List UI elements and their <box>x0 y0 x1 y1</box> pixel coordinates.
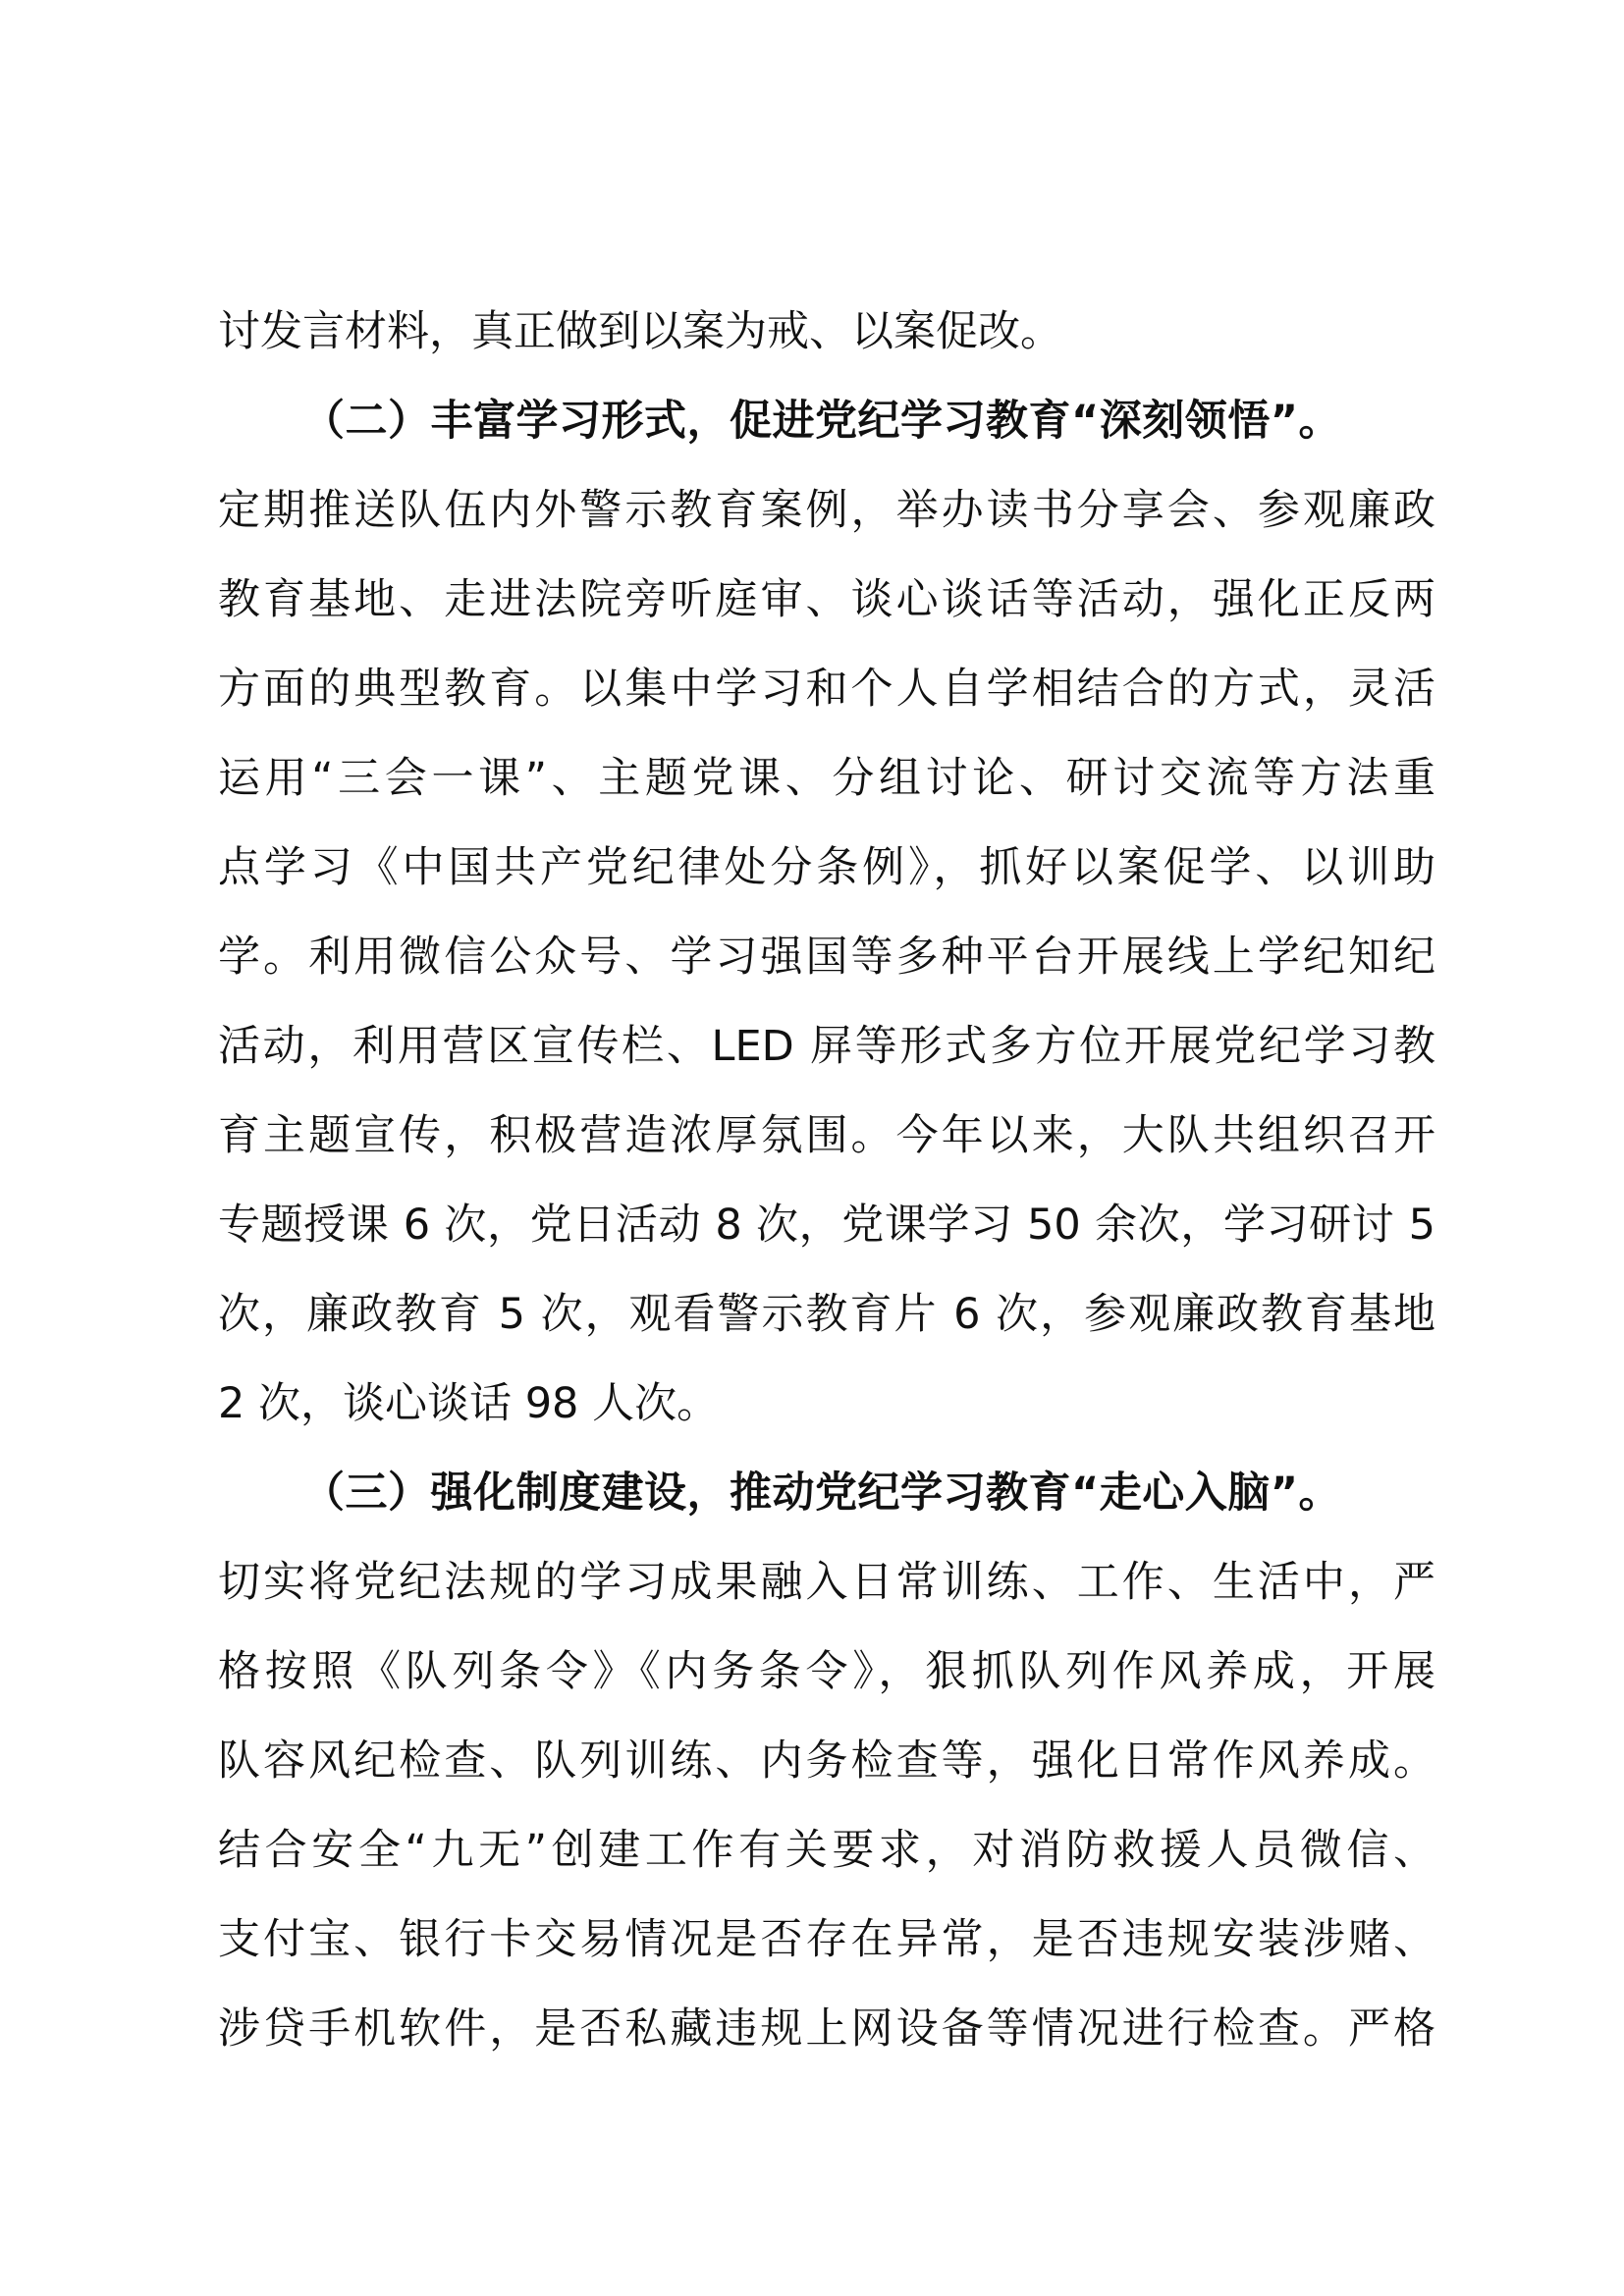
body-line: 格按照《队列条令》《内务条令》，狠抓队列作风养成，开展 <box>218 1647 1435 1696</box>
body-line: 讨发言材料，真正做到以案为戒、以案促改。 <box>218 307 1062 356</box>
body-line: 运用“三会一课”、主题党课、分组讨论、研讨交流等方法重 <box>218 754 1435 803</box>
body-line: 切实将党纪法规的学习成果融入日常训练、工作、生活中，严 <box>218 1558 1435 1607</box>
body-line: 支付宝、银行卡交易情况是否存在异常，是否违规安装涉赌、 <box>218 1915 1435 1964</box>
body-line: 2 次，谈心谈话 98 人次。 <box>218 1379 720 1428</box>
body-line: 教育基地、走进法院旁听庭审、谈心谈话等活动，强化正反两 <box>218 575 1435 624</box>
body-line: 育主题宣传，积极营造浓厚氛围。今年以来，大队共组织召开 <box>218 1111 1435 1160</box>
body-line: 活动，利用营区宣传栏、LED 屏等形式多方位开展党纪学习教 <box>218 1022 1435 1071</box>
body-line: 定期推送队伍内外警示教育案例，举办读书分享会、参观廉政 <box>218 486 1435 535</box>
body-line: 点学习《中国共产党纪律处分条例》，抓好以案促学、以训助 <box>218 843 1435 892</box>
body-line: 次，廉政教育 5 次，观看警示教育片 6 次，参观廉政教育基地 <box>218 1290 1435 1339</box>
body-line: 队容风纪检查、队列训练、内务检查等，强化日常作风养成。 <box>218 1736 1435 1786</box>
body-line: 涉贷手机软件，是否私藏违规上网设备等情况进行检查。严格 <box>218 2004 1435 2054</box>
body-line: 方面的典型教育。以集中学习和个人自学相结合的方式，灵活 <box>218 665 1435 714</box>
body-line: 学。利用微信公众号、学习强国等多种平台开展线上学纪知纪 <box>218 933 1435 982</box>
section-heading-2: （二）丰富学习形式，促进党纪学习教育“深刻领悟”。 <box>302 397 1342 446</box>
document-body <box>218 288 1435 2074</box>
body-line: 结合安全“九无”创建工作有关要求，对消防救援人员微信、 <box>218 1826 1435 1875</box>
section-heading-3: （三）强化制度建设，推动党纪学习教育“走心入脑”。 <box>302 1468 1342 1518</box>
body-line: 专题授课 6 次，党日活动 8 次，党课学习 50 余次，学习研讨 5 <box>218 1201 1435 1250</box>
